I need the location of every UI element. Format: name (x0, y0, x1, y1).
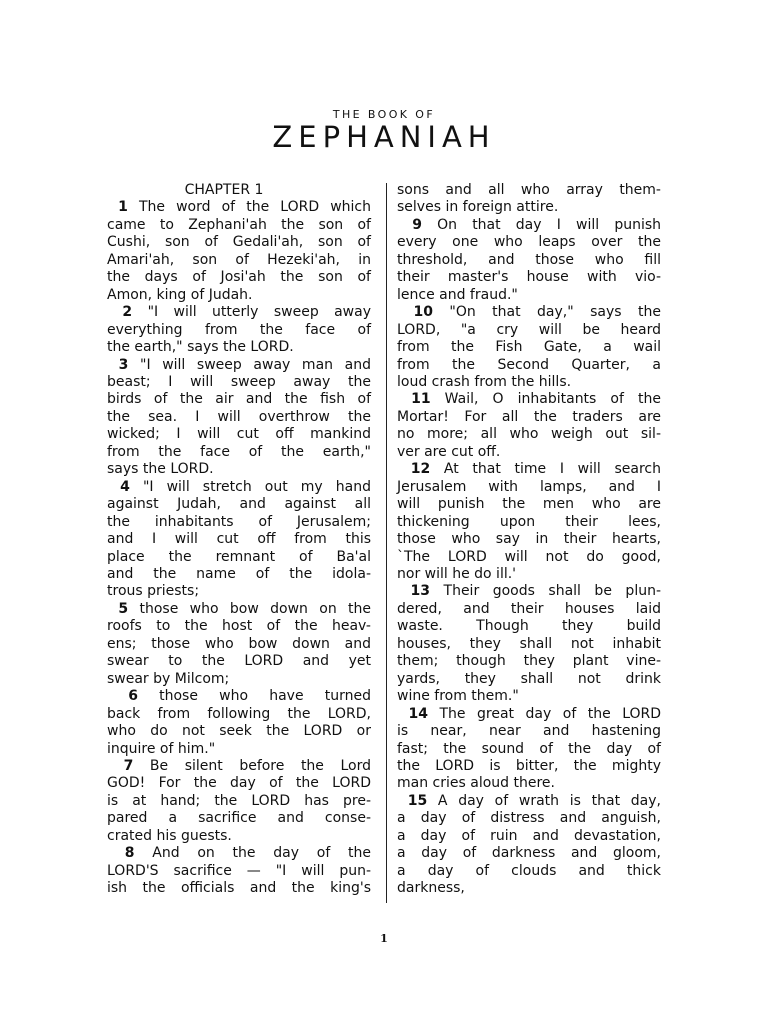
verse-text: the inhabitants of Jerusalem; (107, 513, 371, 530)
verse-text: swear to the LORD and yet (107, 653, 371, 670)
verse-text: those who have turned (159, 688, 371, 705)
verse-text: "On that day," says the (449, 304, 662, 321)
verse-line (397, 723, 661, 740)
verse-line (107, 287, 371, 304)
verse-line (397, 636, 661, 653)
verse-line (397, 671, 661, 688)
verse-text: no more; all who weigh out sil- (397, 426, 661, 443)
verse-text: the sea. I will overthrow the (107, 408, 371, 425)
verse-line (107, 688, 371, 705)
verse-line (397, 880, 661, 897)
verse-line (107, 636, 371, 653)
verse-number: 6 (128, 688, 138, 705)
verse-number: 15 (407, 792, 428, 809)
verse-number: 13 (410, 583, 430, 600)
verse-number: 3 (118, 356, 129, 373)
verse-text: man cries aloud there. (397, 775, 555, 792)
verse-text: back from following the LORD, (107, 705, 371, 722)
verse-line (107, 653, 371, 670)
verse-text: "I will sweep away man and (140, 356, 371, 373)
verse-line (397, 618, 661, 635)
verse-line (397, 566, 661, 583)
verse-line (397, 688, 661, 705)
verse-text: those who say in their hearts, (397, 531, 661, 548)
verse-text: Jerusalem with lamps, and I (397, 478, 661, 495)
verse-text: darkness, (397, 880, 465, 897)
verse-number: 11 (411, 391, 431, 408)
verse-text: Amon, king of Judah. (107, 286, 253, 303)
column-divider (386, 183, 387, 903)
verse-line (107, 322, 371, 339)
verse-line (107, 374, 371, 391)
verse-text: sons and all who array them- (397, 182, 661, 198)
verse-line (107, 723, 371, 740)
verse-line (107, 217, 371, 234)
verse-line (397, 741, 661, 758)
verse-text: selves in foreign attire. (397, 199, 559, 216)
verse-text: thickening upon their lees, (397, 513, 661, 530)
verse-line (107, 863, 371, 880)
verse-number: 8 (124, 845, 135, 862)
verse-line (107, 252, 371, 269)
verse-text: `The LORD will not do good, (397, 548, 661, 565)
verse-line (107, 339, 371, 356)
verse-line (397, 601, 661, 618)
verse-line (397, 531, 661, 548)
verse-line (107, 793, 371, 810)
book-title: ZEPHANIAH (272, 120, 496, 154)
verse-text: crated his guests. (107, 827, 232, 844)
verse-text: who do not seek the LORD or (107, 723, 371, 740)
verse-text: ish the officials and the king's (107, 880, 371, 897)
verse-text: says the LORD. (107, 461, 214, 478)
verse-text: every one who leaps over the (397, 234, 661, 251)
verse-line (397, 269, 661, 286)
verse-number: 10 (413, 304, 433, 321)
verse-text: a day of distress and anguish, (397, 810, 661, 827)
verse-text: them; though they plant vine- (397, 653, 661, 670)
verse-line (397, 479, 661, 496)
verse-line (107, 496, 371, 513)
verse-text: yards, they shall not drink (397, 670, 661, 687)
right-column (397, 182, 661, 898)
verse-line (107, 514, 371, 531)
verse-line (397, 828, 661, 845)
verse-line (397, 409, 661, 426)
verse-text: everything from the face of (107, 321, 371, 338)
chapter-heading: CHAPTER 1 (184, 182, 264, 198)
verse-line (397, 549, 661, 566)
verse-line (397, 461, 661, 478)
verse-text: against Judah, and against all (107, 496, 371, 513)
verse-number: 12 (410, 461, 431, 478)
verse-text: LORD'S sacrifice — "I will pun- (107, 862, 371, 879)
verse-line (107, 269, 371, 286)
verse-text: GOD! For the day of the LORD (107, 775, 371, 792)
verse-line (397, 234, 661, 251)
verse-text: nor will he do ill.' (397, 565, 517, 582)
verse-line (397, 583, 661, 600)
verse-line (107, 810, 371, 827)
verse-text: will punish the men who are (397, 496, 661, 513)
verse-line (397, 357, 661, 374)
verse-text: On that day I will punish (437, 216, 662, 233)
verse-line (107, 357, 371, 374)
left-column (107, 182, 371, 898)
verse-text: fast; the sound of the day of (397, 740, 661, 757)
verse-text: a day of darkness and gloom, (397, 845, 661, 862)
verse-text: Their goods shall be plun- (443, 583, 662, 600)
verse-text: the LORD is bitter, the mighty (397, 757, 661, 774)
verse-text: dered, and their houses laid (397, 600, 661, 617)
verse-line (397, 426, 661, 443)
verse-line (107, 426, 371, 443)
verse-line (107, 549, 371, 566)
page-number: 1 (380, 932, 388, 945)
verse-text: and I will cut off from this (107, 531, 371, 548)
verse-text: birds of the air and the fish of (107, 391, 371, 408)
verse-number: 14 (408, 705, 428, 722)
verse-text: "I will stretch out my hand (142, 478, 372, 495)
verse-line (107, 845, 371, 862)
verse-number: 5 (118, 600, 129, 617)
verse-line (107, 880, 371, 897)
verse-line (397, 514, 661, 531)
verse-text: their master's house with vio- (397, 269, 661, 286)
verse-line (397, 706, 661, 723)
verse-text: pared a sacrifice and conse- (107, 810, 371, 827)
verse-line (107, 444, 371, 461)
verse-line (107, 304, 371, 321)
verse-line (107, 741, 371, 758)
verse-text: "I will utterly sweep away (147, 304, 371, 321)
verse-text: from the face of the earth," (107, 443, 371, 460)
verse-line (107, 479, 371, 496)
verse-line (397, 287, 661, 304)
verse-text: houses, they shall not inhabit (397, 635, 661, 652)
verse-line (397, 391, 661, 408)
verse-text: threshold, and those who fill (397, 251, 661, 268)
verse-line (397, 374, 661, 391)
verse-text: Mortar! For all the traders are (397, 408, 661, 425)
verse-text: roofs to the host of the heav- (107, 618, 371, 635)
verse-line (397, 863, 661, 880)
verse-line (107, 706, 371, 723)
verse-line (397, 845, 661, 862)
verse-text: Wail, O inhabitants of the (444, 391, 661, 408)
verse-text: and the name of the idola- (107, 565, 371, 582)
verse-text: a day of clouds and thick (397, 862, 661, 879)
verse-line (107, 199, 371, 216)
verse-line (397, 444, 661, 461)
verse-line (107, 234, 371, 251)
verse-text: Be silent before the Lord (149, 757, 371, 774)
verse-text: beast; I will sweep away the (107, 373, 371, 390)
verse-line (107, 618, 371, 635)
verse-text: a day of ruin and devastation, (397, 827, 661, 844)
verse-line (107, 775, 371, 792)
verse-line (107, 391, 371, 408)
verse-line (397, 775, 661, 792)
verse-line (397, 496, 661, 513)
verse-text: wine from them." (397, 688, 519, 705)
verse-line (107, 531, 371, 548)
verse-line (397, 217, 661, 234)
verse-text: lence and fraud." (397, 286, 518, 303)
verse-text: And on the day of the (152, 845, 372, 862)
verse-text: A day of wrath is that day, (437, 792, 661, 809)
verse-line (397, 758, 661, 775)
verse-text: waste. Though they build (397, 618, 661, 635)
book-of-label: THE BOOK OF (332, 108, 436, 121)
verse-line (397, 252, 661, 269)
verse-line (397, 810, 661, 827)
verse-text: trous priests; (107, 583, 200, 600)
verse-text: swear by Milcom; (107, 670, 230, 687)
verse-text: is at hand; the LORD has pre- (107, 792, 371, 809)
verse-number: 2 (122, 304, 133, 321)
verse-line (107, 758, 371, 775)
verse-text: The word of the LORD which (138, 199, 371, 216)
verse-text: inquire of him." (107, 740, 216, 757)
verse-text: is near, near and hastening (397, 723, 661, 740)
verse-number: 1 (118, 199, 128, 216)
verse-line (107, 566, 371, 583)
verse-text: ver are cut off. (397, 443, 501, 460)
verse-line (397, 322, 661, 339)
verse-text: Cushi, son of Gedali'ah, son of (107, 234, 371, 251)
verse-line (107, 828, 371, 845)
verse-text: loud crash from the hills. (397, 373, 572, 390)
verse-line (107, 461, 371, 478)
verse-line (107, 409, 371, 426)
verse-text: place the remnant of Ba'al (107, 548, 371, 565)
verse-text: wicked; I will cut off mankind (107, 426, 371, 443)
verse-line (397, 339, 661, 356)
verse-line (107, 583, 371, 600)
left-verse-list (107, 199, 371, 897)
verse-text: The great day of the LORD (439, 705, 662, 722)
right-verse-list (397, 182, 661, 898)
verse-text: Amari'ah, son of Hezeki'ah, in (107, 251, 371, 268)
verse-text: from the Fish Gate, a wail (397, 339, 661, 356)
verse-text: from the Second Quarter, a (397, 356, 661, 373)
verse-number: 9 (412, 216, 422, 233)
verse-text: At that time I will search (443, 461, 662, 478)
verse-line (397, 793, 661, 810)
verse-text: the days of Josi'ah the son of (107, 269, 371, 286)
verse-line (397, 182, 661, 199)
verse-line (107, 601, 371, 618)
verse-text: LORD, "a cry will be heard (397, 321, 661, 338)
verse-number: 4 (120, 478, 130, 495)
verse-line (397, 304, 661, 321)
verse-number: 7 (123, 757, 134, 774)
verse-line (397, 653, 661, 670)
verse-text: ens; those who bow down and (107, 635, 371, 652)
verse-text: came to Zephani'ah the son of (107, 216, 371, 233)
verse-line (397, 199, 661, 216)
verse-line (107, 671, 371, 688)
verse-text: the earth," says the LORD. (107, 339, 294, 356)
verse-text: those who bow down on the (139, 600, 372, 617)
